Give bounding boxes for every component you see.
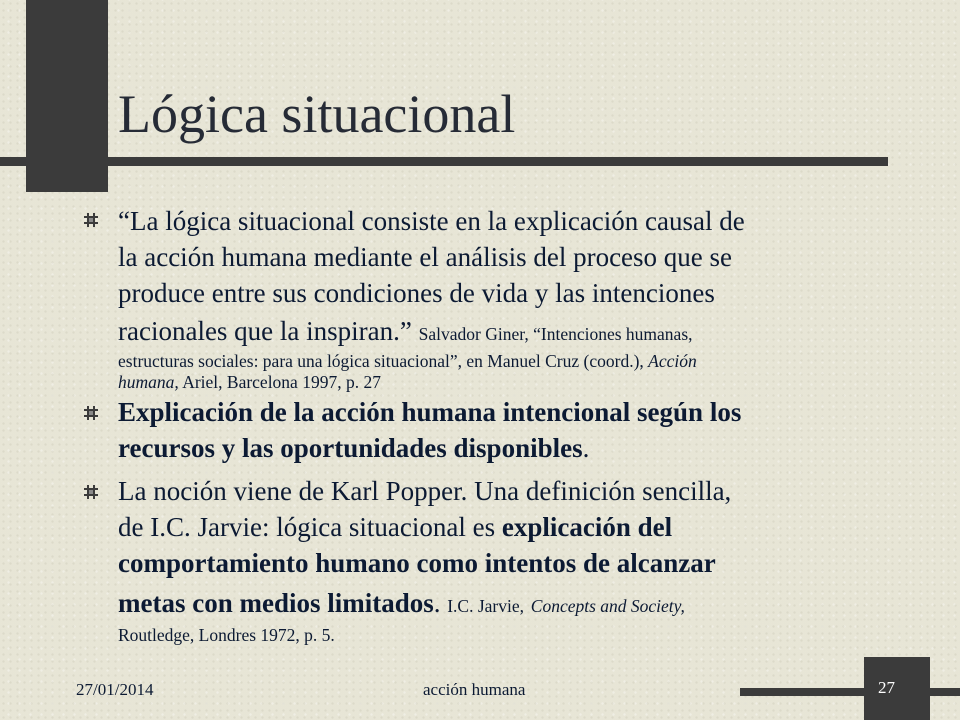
bullet-text: [118, 394, 863, 466]
citation-text: Routledge, Londres 1972, p. 5.: [118, 625, 335, 645]
tail-punctuation: .: [433, 588, 441, 618]
quote-line: produce entre sus condiciones de vida y las intenciones: [118, 278, 715, 308]
bold-line: Explicación de la acción humana intencional según los: [118, 397, 742, 427]
citation-book-title: Acción: [648, 351, 697, 371]
bullet-text: [118, 203, 863, 393]
citation-book-title: Concepts and Society,: [530, 596, 685, 616]
plain-text: de I.C. Jarvie: lógica situacional es: [118, 512, 496, 542]
text-line: La noción viene de Karl Popper. Una definición sencilla,: [118, 476, 732, 506]
hash-bullet-icon: [84, 406, 98, 420]
footer-date: 27/01/2014: [76, 680, 154, 699]
citation-line: [118, 351, 863, 372]
citation-book-title: humana,: [118, 372, 179, 392]
bold-line-with-tail: [118, 430, 863, 466]
bold-line: comportamiento humano como intentos de alcanzar: [118, 548, 716, 578]
tail-punctuation: .: [582, 433, 590, 463]
quote-line: racionales que la inspiran.”: [118, 316, 412, 346]
text-line: [118, 509, 863, 545]
footer-topic: acción humana: [423, 680, 526, 699]
quote-line: “La lógica situacional consiste en la explicación causal de: [118, 206, 745, 236]
bold-text: explicación del: [501, 512, 673, 542]
citation-text: Ariel, Barcelona 1997, p. 27: [182, 372, 381, 392]
title-rule: [0, 157, 888, 166]
page-number-box: [864, 657, 930, 720]
hash-bullet-icon: [84, 213, 98, 227]
hash-bullet-icon: [84, 485, 98, 499]
quote-line-with-citation: [118, 311, 863, 351]
citation-text: estructuras sociales: para una lógica situacional”, en Manuel Cruz (coord.),: [118, 351, 644, 371]
bold-text: metas con medios limitados: [118, 588, 434, 618]
citation-line: [118, 372, 863, 393]
slide-title: Lógica situacional: [118, 84, 516, 144]
quote-line: la acción humana mediante el análisis del proceso que se: [118, 242, 733, 272]
citation-author: Salvador Giner, “Intenciones humanas,: [418, 324, 693, 344]
bullet-text: [118, 473, 863, 646]
bold-line: recursos y las oportunidades disponibles: [118, 433, 583, 463]
citation-author: I.C. Jarvie,: [447, 596, 525, 616]
text-line-with-citation: [118, 581, 863, 625]
page-number: 27: [878, 678, 895, 697]
